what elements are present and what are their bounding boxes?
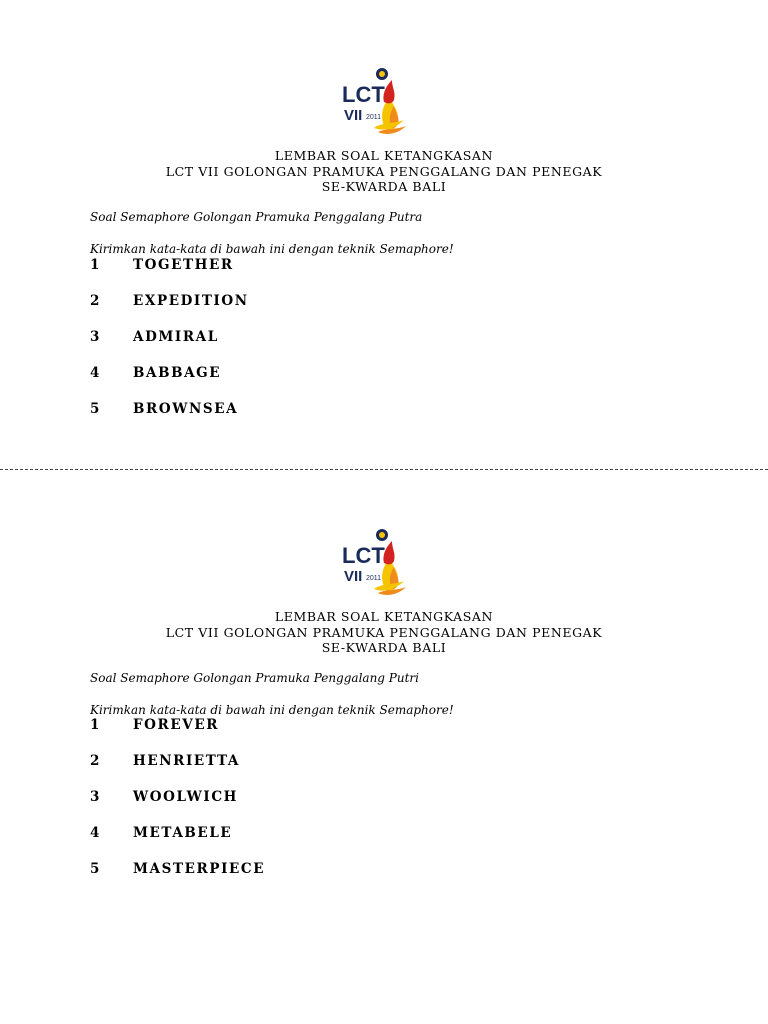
logo-main-text: LCT xyxy=(342,543,385,568)
sheet-heading-line-2: LCT VII GOLONGAN PRAMUKA PENGGALANG DAN PENEGAK xyxy=(165,164,603,179)
logo-main-text: LCT xyxy=(342,82,385,107)
item-word: WOOLWICH xyxy=(133,789,239,805)
item-word: METABELE xyxy=(133,825,233,841)
item-number: 3 xyxy=(90,789,101,805)
item-number: 2 xyxy=(90,293,101,309)
sheet-subtitle: Soal Semaphore Golongan Pramuka Penggalang Putra xyxy=(90,210,423,224)
item-word: EXPEDITION xyxy=(133,293,249,309)
item-word: MASTERPIECE xyxy=(133,861,266,877)
sheet-heading-line-1: LEMBAR SOAL KETANGKASAN xyxy=(274,609,494,624)
item-number: 5 xyxy=(90,401,101,417)
item-number: 4 xyxy=(90,365,101,381)
sheet-heading-line-2: LCT VII GOLONGAN PRAMUKA PENGGALANG DAN PENEGAK xyxy=(165,625,603,640)
item-word: BROWNSEA xyxy=(133,401,239,417)
lct-emblem-icon xyxy=(338,62,414,138)
logo-year-text: 2011 xyxy=(366,575,382,582)
sheet-subtitle: Soal Semaphore Golongan Pramuka Penggalang Putri xyxy=(90,671,419,685)
item-number: 5 xyxy=(90,861,101,877)
item-word: BABBAGE xyxy=(133,365,222,381)
dashed-cut-line xyxy=(0,469,768,470)
lct-emblem-icon xyxy=(338,523,414,599)
item-number: 1 xyxy=(90,717,101,733)
item-number: 1 xyxy=(90,257,101,273)
item-number: 2 xyxy=(90,753,101,769)
sheet-heading-line-3: SE-KWARDA BALI xyxy=(321,179,447,194)
logo-year-text: 2011 xyxy=(366,114,382,121)
item-word: FOREVER xyxy=(133,717,220,733)
item-word: ADMIRAL xyxy=(133,329,219,345)
logo-sub-text: VII xyxy=(344,107,363,124)
sheet-heading-line-1: LEMBAR SOAL KETANGKASAN xyxy=(274,148,494,163)
sheet-heading-line-3: SE-KWARDA BALI xyxy=(321,640,447,655)
item-number: 4 xyxy=(90,825,101,841)
item-word: TOGETHER xyxy=(133,257,234,273)
item-word: HENRIETTA xyxy=(133,753,240,769)
sheet-instruction: Kirimkan kata-kata di bawah ini dengan teknik Semaphore! xyxy=(90,242,454,256)
item-number: 3 xyxy=(90,329,101,345)
logo-sub-text: VII xyxy=(344,568,363,585)
sheet-instruction: Kirimkan kata-kata di bawah ini dengan teknik Semaphore! xyxy=(90,703,454,717)
